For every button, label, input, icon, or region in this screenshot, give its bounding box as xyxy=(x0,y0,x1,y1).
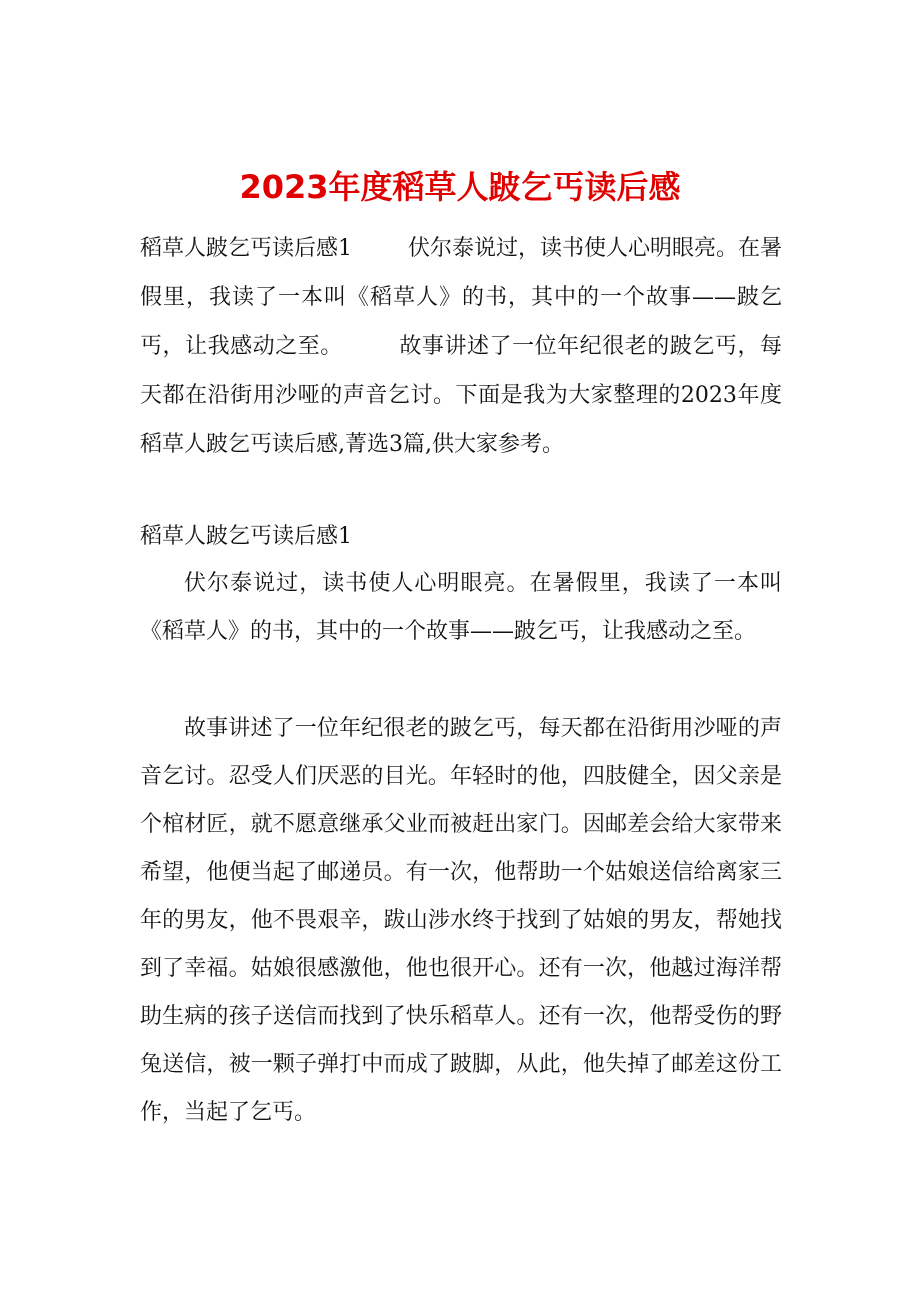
section-heading: 稻草人跛乞丐读后感1 xyxy=(140,524,352,549)
paragraph-2: 故事讲述了一位年纪很老的跛乞丐，每天都在沿街用沙哑的声音乞讨。忍受人们厌恶的目光。年轻时的他，四肢健全，因父亲是个棺材匠，就不愿意继承父业而被赶出家门。因邮差会给大家带来希望，他便当起了邮递员。有一次，他帮助一个姑娘送信给离家三年的男友，他不畏艰辛，跋山涉水终于找到了姑娘的男友，帮她找到了幸福。姑娘很感激他，他也很开心。还有一次，他越过海洋帮助生病的孩子送信而找到了快乐稻草人。还有一次，他帮受伤的野兔送信，被一颗子弹打中而成了跛脚，从此，他失掉了邮差这份工作，当起了乞丐。 xyxy=(140,716,782,1125)
summary-part-1: 伏尔泰说过，读书使人心明眼亮。在暑假里，我读了一本叫《稻草人》的书，其中的一个故事——跛乞丐，让我感动之至。 xyxy=(140,236,783,359)
summary-lead: 稻草人跛乞丐读后感1 xyxy=(140,236,352,261)
document-summary xyxy=(140,224,782,469)
paragraph-1: 伏尔泰说过，读书使人心明眼亮。在暑假里，我读了一本叫《稻草人》的书，其中的一个故事——跛乞丐，让我感动之至。 xyxy=(140,571,782,644)
summary-part-2: 故事讲述了一位年纪很老的跛乞丐，每天都在沿街用沙哑的声音乞讨。下面是我为大家整理的2023年度稻草人跛乞丐读后感,菁选3篇,供大家参考。 xyxy=(140,334,782,457)
document-title: 2023年度稻草人跛乞丐读后感 xyxy=(239,168,681,207)
